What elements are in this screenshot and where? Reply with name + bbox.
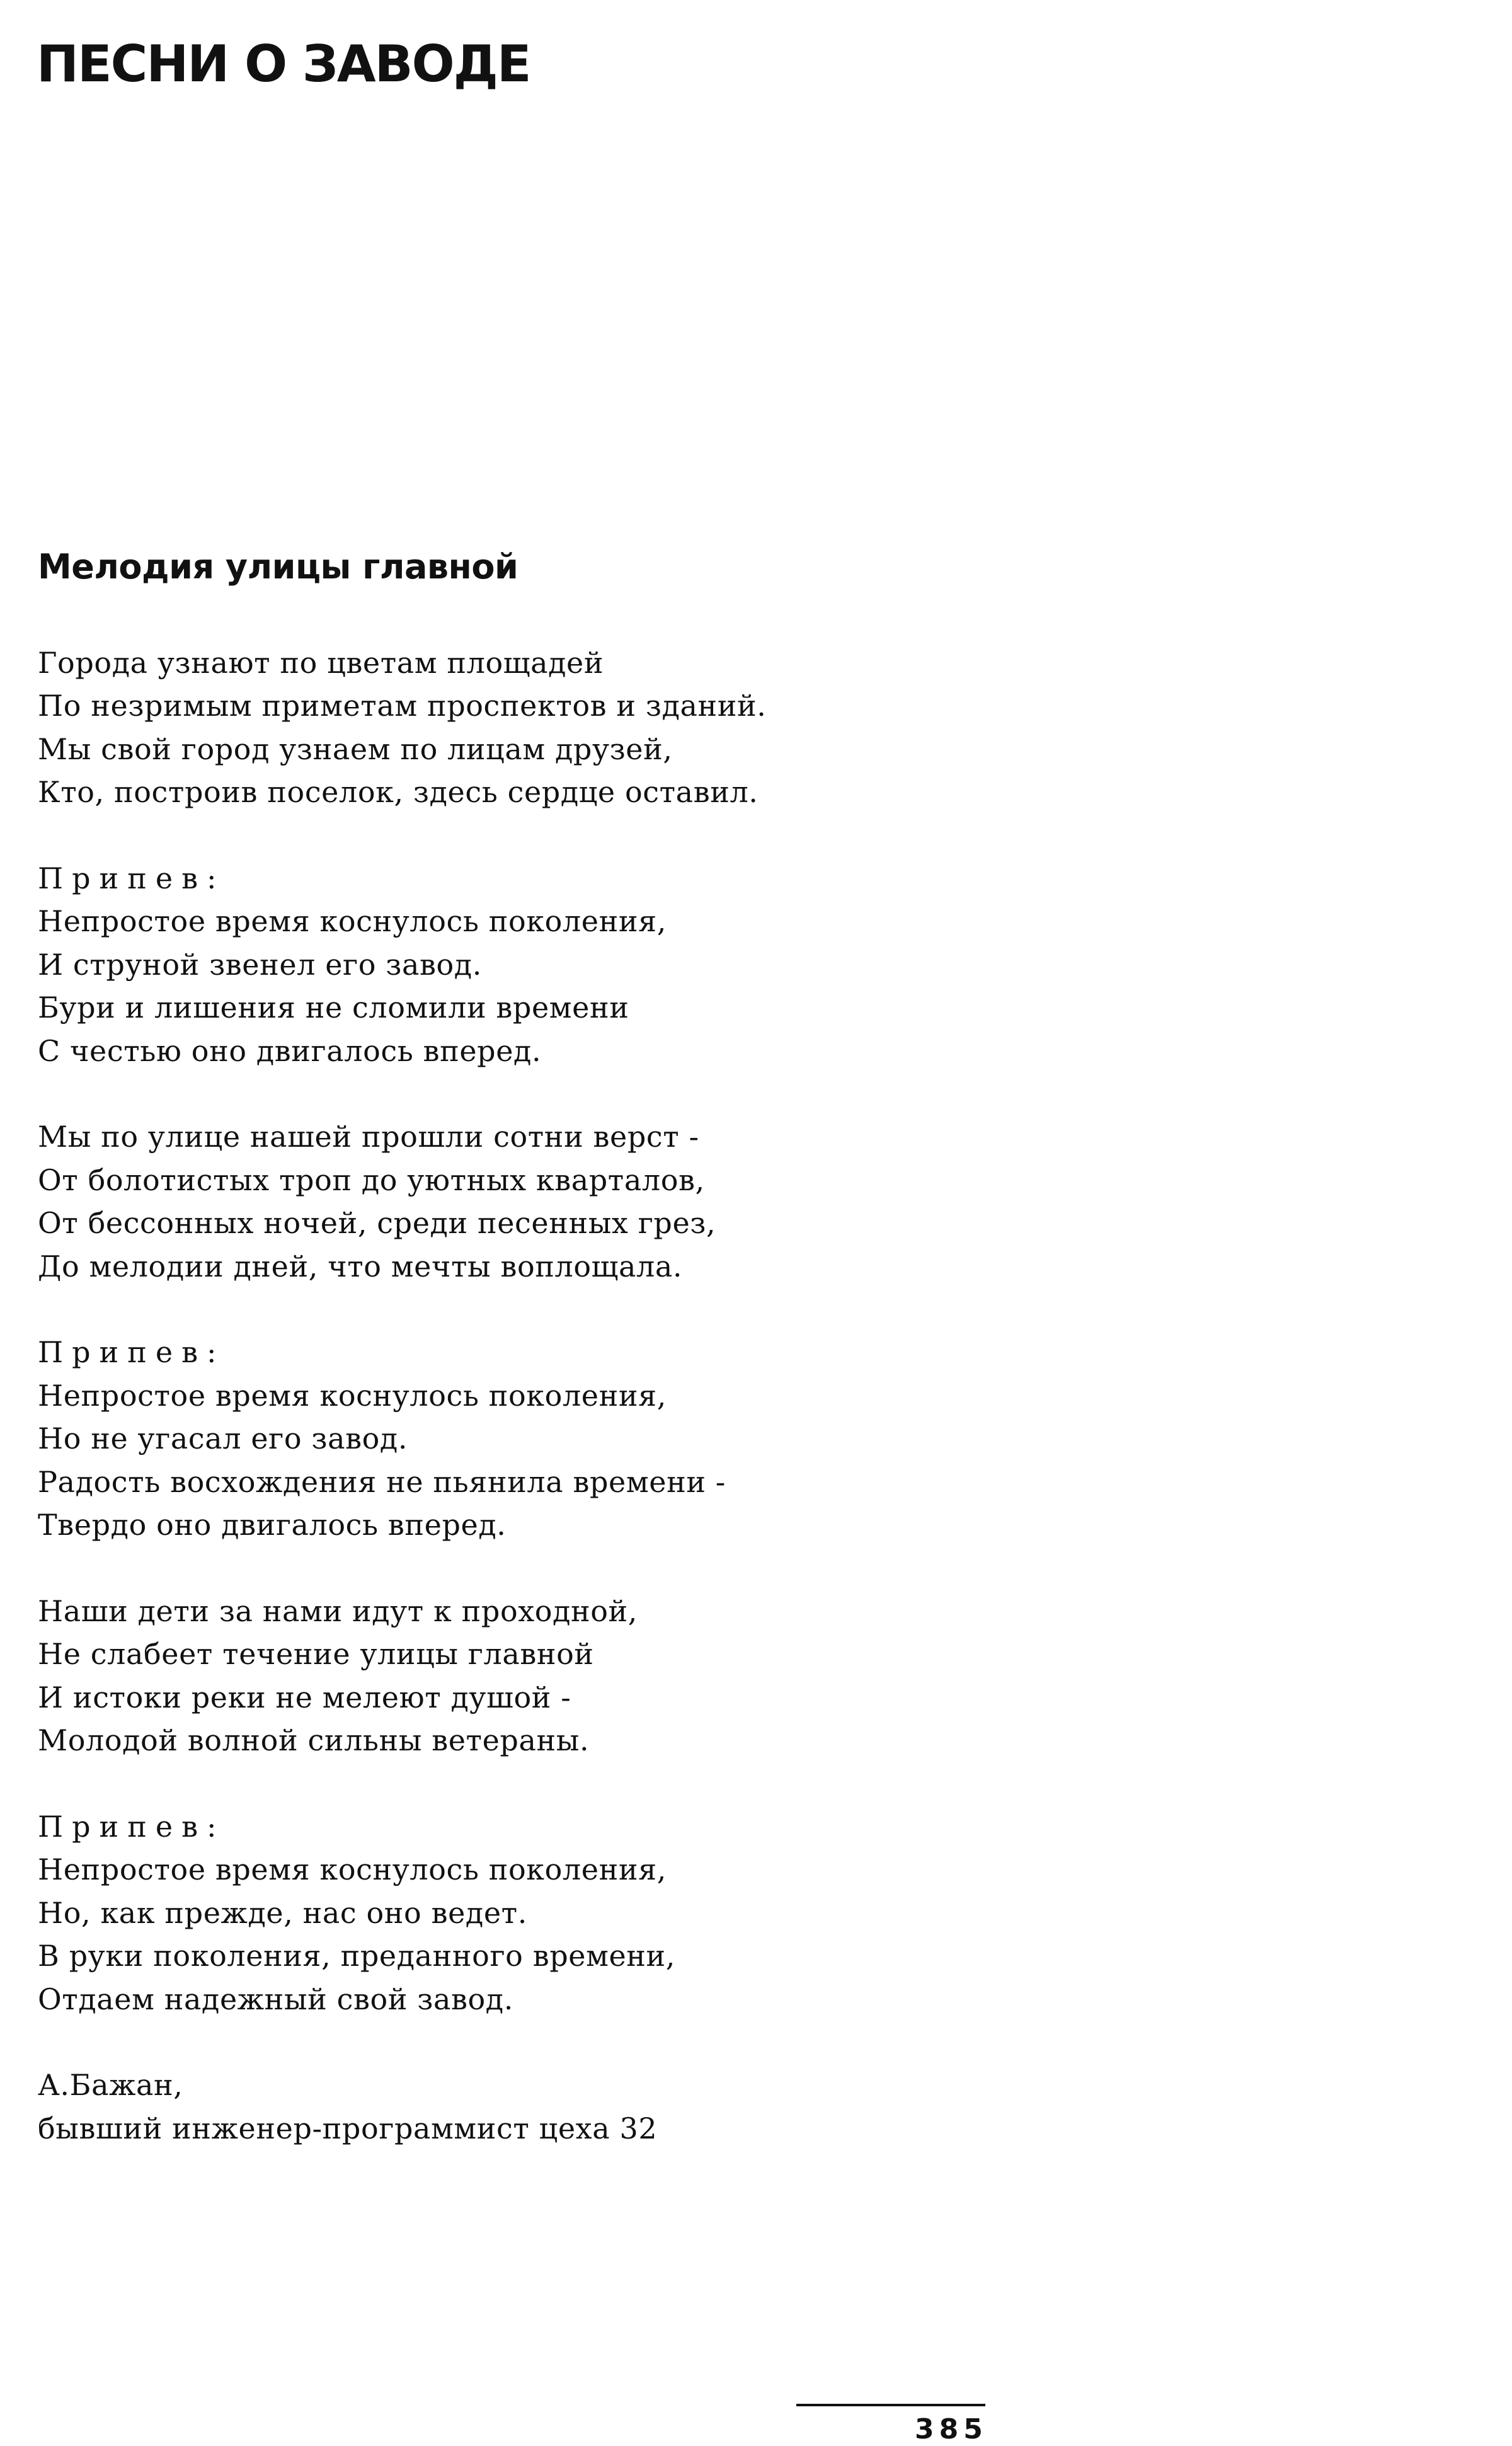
poem-title: Мелодия улицы главной	[38, 547, 518, 587]
chorus-line: Твердо оно двигалось вперед.	[38, 1508, 507, 1542]
section-title: ПЕСНИ О ЗАВОДЕ	[37, 35, 530, 93]
chorus-line: Но, как прежде, нас оно ведет.	[38, 1895, 527, 1930]
chorus-label: Припев:	[38, 861, 226, 896]
verse-line: Наши дети за нами идут к проходной,	[38, 1593, 638, 1628]
verse-line: Мы по улице нашей прошли сотни верст -	[38, 1120, 699, 1154]
verse-line: Города узнают по цветам площадей	[38, 646, 604, 680]
stanza-chorus-3	[38, 1805, 1424, 2021]
footer-rule	[796, 2404, 985, 2406]
verse-line: Не слабеет течение улицы главной	[38, 1637, 594, 1672]
chorus-line: Непростое время коснулось поколения,	[38, 904, 667, 939]
author-name: А.Бажан,	[38, 2068, 183, 2103]
stanza-verse-3	[38, 1590, 1424, 1762]
verse-line: По незримым приметам проспектов и зданий.	[38, 689, 767, 723]
chorus-line: Но не угасал его завод.	[38, 1421, 408, 1456]
chorus-line: В руки поколения, преданного времени,	[38, 1939, 676, 1973]
chorus-line: Отдаем надежный свой завод.	[38, 1982, 513, 2016]
stanza-verse-2	[38, 1115, 1424, 1288]
verse-line: И истоки реки не мелеют душой -	[38, 1680, 571, 1714]
author-role: бывший инженер-программист цеха 32	[38, 2111, 658, 2145]
verse-line: От болотистых троп до уютных кварталов,	[38, 1163, 705, 1197]
chorus-line: С честью оно двигалось вперед.	[38, 1033, 542, 1068]
stanza-chorus-2	[38, 1331, 1424, 1546]
poem-body	[38, 641, 1424, 2193]
chorus-line: Бури и лишения не сломили времени	[38, 990, 629, 1025]
chorus-line: И струной звенел его завод.	[38, 947, 482, 982]
author-signature	[38, 2064, 1424, 2150]
stanza-chorus-1	[38, 857, 1424, 1072]
verse-line: Молодой волной сильны ветераны.	[38, 1723, 590, 1758]
verse-line: От бессонных ночей, среди песенных грез,	[38, 1206, 716, 1241]
page-number: 385	[915, 2413, 988, 2445]
chorus-line: Радость восхождения не пьянила времени -	[38, 1464, 726, 1499]
verse-line: Кто, построив поселок, здесь сердце оставил.	[38, 775, 759, 810]
chorus-label: Припев:	[38, 1809, 226, 1844]
chorus-line: Непростое время коснулось поколения,	[38, 1852, 667, 1887]
chorus-label: Припев:	[38, 1335, 226, 1370]
verse-line: До мелодии дней, что мечты воплощала.	[38, 1249, 683, 1283]
stanza-verse-1	[38, 641, 1424, 814]
chorus-line: Непростое время коснулось поколения,	[38, 1378, 667, 1413]
verse-line: Мы свой город узнаем по лицам друзей,	[38, 732, 673, 766]
